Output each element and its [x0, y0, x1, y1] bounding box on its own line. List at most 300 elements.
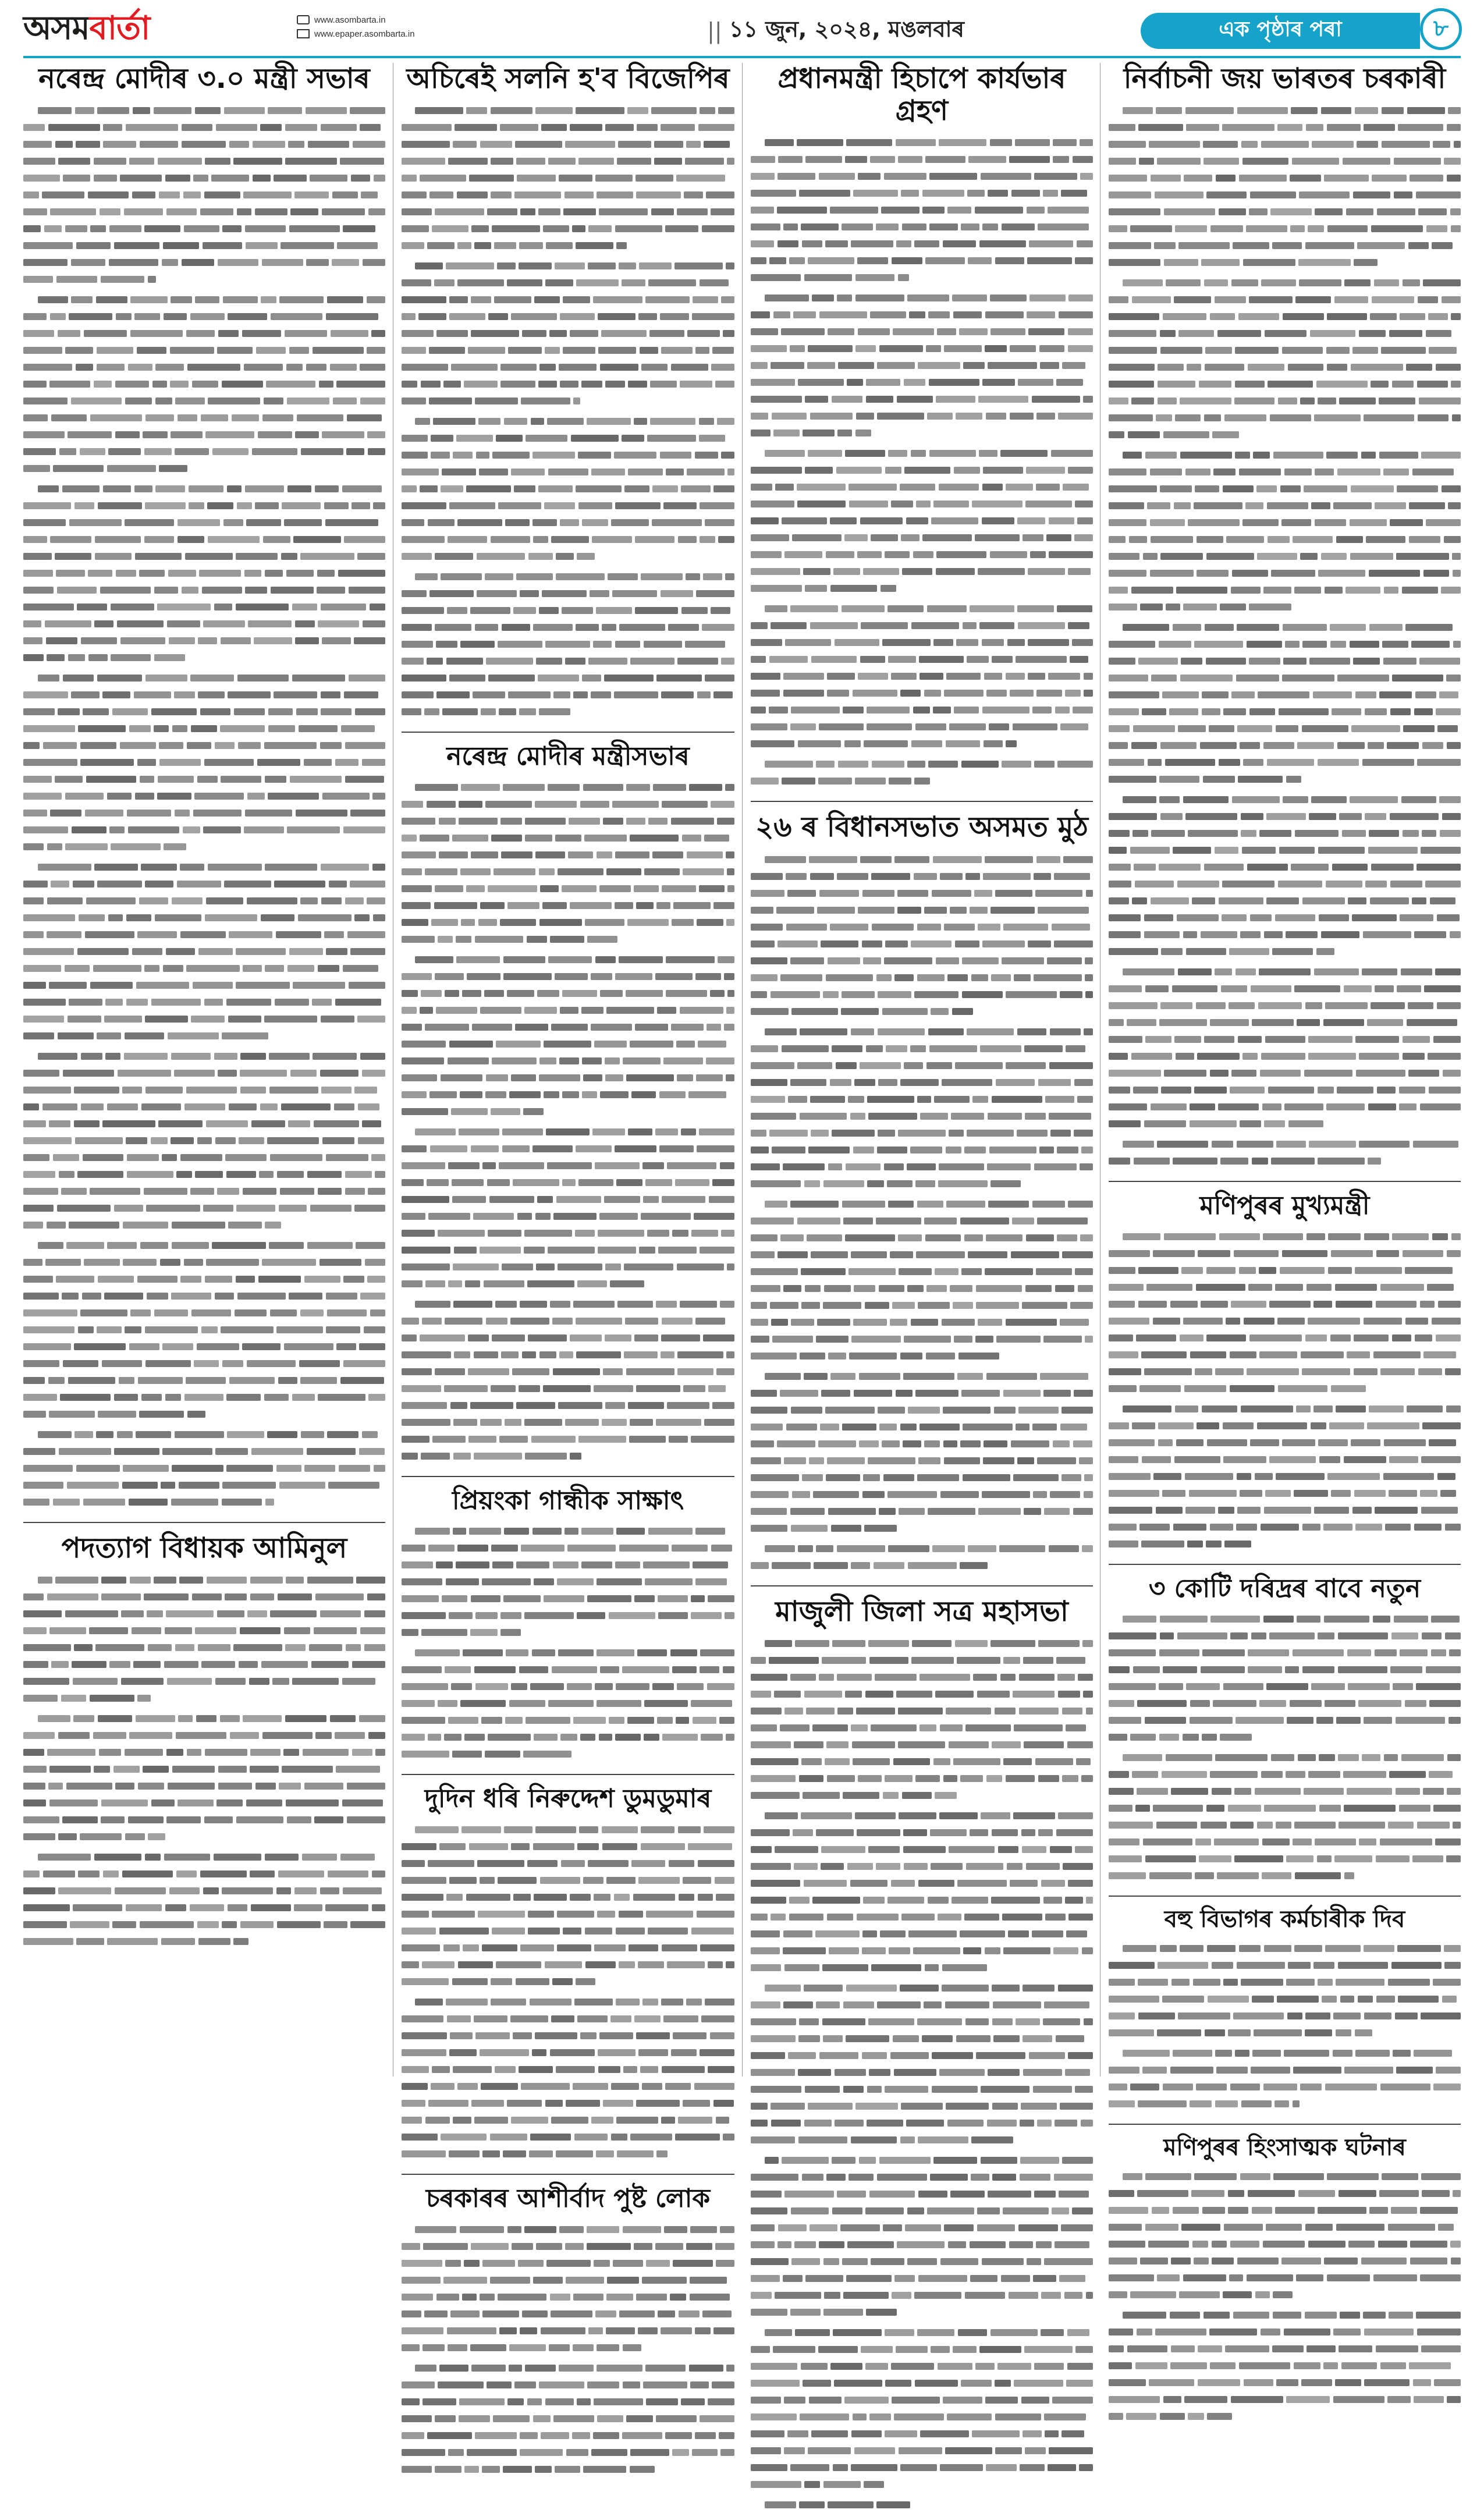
- word-mark: [1419, 397, 1461, 404]
- word-mark: [553, 691, 570, 698]
- word-mark: [511, 1683, 527, 1690]
- text-line: [751, 512, 1093, 529]
- word-mark: [555, 835, 581, 842]
- word-mark: [1043, 2018, 1080, 2025]
- word-mark: [201, 1326, 218, 1333]
- headline[interactable]: নৰেন্দ্ৰ মোদীৰ মন্ত্ৰীসভাৰ: [446, 741, 690, 772]
- word-mark: [808, 2447, 851, 2454]
- word-mark: [1068, 568, 1090, 575]
- word-mark: [176, 1171, 191, 1178]
- word-mark: [871, 1724, 917, 1731]
- word-mark: [1056, 2035, 1084, 2042]
- word-mark: [49, 1411, 94, 1418]
- word-mark: [83, 708, 109, 715]
- headline[interactable]: চৰকাৰৰ আশীৰ্বাদ পুষ্ট লোক: [425, 2183, 711, 2213]
- word-mark: [1209, 725, 1234, 732]
- word-mark: [65, 965, 90, 972]
- word-mark: [1204, 414, 1222, 421]
- word-mark: [1044, 1508, 1070, 1515]
- word-mark: [933, 856, 982, 863]
- word-mark: [287, 965, 314, 972]
- word-mark: [853, 1147, 874, 1153]
- word-mark: [276, 1465, 301, 1472]
- word-mark: [805, 467, 833, 474]
- word-mark: [533, 1843, 574, 1850]
- word-mark: [791, 1008, 838, 1015]
- word-mark: [144, 965, 159, 972]
- word-mark: [68, 1377, 115, 1384]
- text-line: [23, 443, 385, 460]
- word-mark: [751, 551, 782, 558]
- word-mark: [90, 1695, 134, 1702]
- word-mark: [402, 973, 432, 980]
- word-mark: [1086, 1897, 1093, 1904]
- word-mark: [932, 1545, 965, 1552]
- word-mark: [938, 1180, 988, 1187]
- word-mark: [120, 175, 162, 182]
- text-line: [402, 480, 734, 497]
- word-mark: [321, 1016, 354, 1023]
- word-mark: [699, 1128, 734, 1135]
- word-mark: [527, 2398, 542, 2405]
- word-mark: [51, 414, 87, 421]
- word-mark: [907, 2258, 938, 2265]
- word-mark: [771, 362, 804, 369]
- word-mark: [1109, 1490, 1159, 1497]
- word-mark: [295, 620, 315, 627]
- word-mark: [1081, 1775, 1093, 1782]
- word-mark: [1188, 519, 1239, 526]
- text-line: [751, 1824, 1093, 1841]
- word-mark: [793, 311, 816, 318]
- word-mark: [288, 141, 304, 148]
- word-mark: [482, 2466, 499, 2473]
- word-mark: [402, 1318, 419, 1325]
- word-mark: [402, 1145, 427, 1152]
- word-mark: [751, 1163, 780, 1170]
- word-mark: [107, 793, 132, 800]
- word-mark: [1242, 847, 1276, 854]
- text-line: [1109, 669, 1461, 686]
- word-mark: [862, 1947, 886, 1954]
- word-mark: [180, 931, 226, 938]
- epaper-url[interactable]: www.epaper.asombarta.in: [314, 29, 415, 39]
- word-mark: [929, 379, 979, 386]
- word-mark: [570, 1894, 591, 1901]
- text-line: [402, 652, 734, 669]
- word-mark: [265, 1499, 274, 1506]
- word-mark: [107, 465, 156, 472]
- word-mark: [520, 2449, 563, 2456]
- word-mark: [1266, 1683, 1308, 1690]
- word-mark: [1383, 658, 1416, 665]
- word-mark: [667, 1162, 716, 1169]
- headline[interactable]: প্ৰধানমন্ত্ৰী হিচাপে কাৰ্যভাৰ গ্ৰহণ: [777, 62, 1066, 127]
- word-mark: [534, 1894, 566, 1901]
- word-mark: [652, 1683, 673, 1690]
- word-mark: [1175, 414, 1201, 421]
- word-mark: [206, 897, 244, 904]
- word-mark: [502, 1128, 542, 1135]
- word-mark: [505, 1717, 523, 1724]
- word-mark: [594, 1041, 626, 1048]
- word-mark: [1240, 1490, 1262, 1497]
- word-mark: [296, 810, 347, 817]
- word-mark: [1156, 107, 1182, 114]
- text-line: [751, 374, 1093, 391]
- text-line: [751, 2030, 1093, 2047]
- word-mark: [1144, 931, 1180, 938]
- word-mark: [652, 519, 702, 526]
- word-mark: [870, 156, 895, 163]
- word-mark: [539, 868, 555, 875]
- word-mark: [553, 1561, 578, 1568]
- word-mark: [313, 347, 364, 354]
- word-mark: [519, 708, 536, 715]
- monitor-icon: [297, 15, 310, 24]
- text-line: [402, 274, 734, 291]
- word-mark: [202, 587, 242, 594]
- word-mark: [961, 761, 999, 768]
- word-mark: [965, 873, 980, 880]
- word-mark: [918, 2136, 968, 2143]
- headline[interactable]: দুদিন ধৰি নিৰুদ্দেশ ডুমডুমাৰ: [424, 1784, 712, 1814]
- word-mark: [1268, 1087, 1315, 1094]
- word-mark: [853, 1758, 890, 1765]
- text-line: [1109, 565, 1461, 581]
- word-mark: [1390, 708, 1411, 715]
- word-mark: [1245, 502, 1263, 509]
- word-mark: [570, 1453, 581, 1460]
- word-mark: [402, 1419, 450, 1426]
- word-mark: [402, 2327, 443, 2334]
- word-mark: [642, 1999, 658, 2006]
- word-mark: [960, 1218, 1010, 1224]
- word-mark: [1376, 1855, 1410, 1862]
- word-mark: [894, 856, 929, 863]
- headline[interactable]: নৰেন্দ্ৰ মোদীৰ ৩.০ মন্ত্ৰী সভাৰ: [38, 62, 370, 95]
- article-body: [751, 134, 1093, 789]
- word-mark: [429, 397, 472, 404]
- text-line: [1109, 1610, 1461, 1627]
- word-mark: [520, 208, 535, 215]
- word-mark: [136, 982, 189, 989]
- word-mark: [1196, 1002, 1226, 1009]
- text-line: [402, 119, 734, 136]
- word-mark: [1411, 641, 1450, 648]
- word-mark: [848, 2174, 874, 2181]
- word-mark: [335, 1732, 365, 1739]
- word-mark: [851, 1251, 887, 1258]
- word-mark: [1081, 2120, 1093, 2127]
- text-line: [23, 1426, 385, 1443]
- word-mark: [943, 1407, 990, 1414]
- word-mark: [95, 1644, 144, 1651]
- word-mark: [800, 1113, 847, 1120]
- word-mark: [474, 1666, 516, 1673]
- word-mark: [1224, 414, 1266, 421]
- word-mark: [1174, 502, 1191, 509]
- word-mark: [867, 2120, 903, 2127]
- word-mark: [1278, 881, 1322, 888]
- text-line: [1109, 1712, 1461, 1728]
- word-mark: [76, 1465, 120, 1472]
- word-mark: [429, 347, 465, 354]
- word-mark: [1109, 864, 1131, 871]
- word-mark: [268, 708, 293, 715]
- word-mark: [482, 1578, 531, 1585]
- word-mark: [630, 2449, 669, 2456]
- word-mark: [1109, 553, 1139, 560]
- word-mark: [1202, 691, 1229, 698]
- word-mark: [1451, 381, 1461, 388]
- word-mark: [1291, 864, 1329, 871]
- word-mark: [347, 931, 385, 938]
- word-mark: [1276, 1141, 1305, 1148]
- word-mark: [491, 1978, 512, 1985]
- word-mark: [1133, 1666, 1160, 1673]
- word-mark: [1217, 330, 1262, 337]
- word-mark: [777, 1440, 815, 1447]
- word-mark: [1066, 2380, 1093, 2387]
- website-url[interactable]: www.asombarta.in: [314, 15, 386, 25]
- word-mark: [1432, 1318, 1461, 1325]
- word-mark: [267, 1137, 319, 1144]
- word-mark: [521, 1545, 565, 1552]
- word-mark: [549, 330, 567, 337]
- word-mark: [1237, 107, 1288, 114]
- word-mark: [1109, 1385, 1137, 1392]
- word-mark: [23, 1120, 46, 1127]
- word-mark: [470, 2344, 506, 2351]
- word-mark: [801, 1268, 846, 1275]
- word-mark: [630, 1041, 673, 1048]
- word-mark: [428, 1545, 454, 1552]
- word-mark: [71, 259, 105, 266]
- word-mark: [1123, 2050, 1169, 2057]
- text-line: [402, 514, 734, 531]
- headline[interactable]: পদত্যাগ বিধায়ক আমিনুল: [61, 1532, 347, 1565]
- word-mark: [622, 1666, 669, 1673]
- word-mark: [293, 536, 341, 543]
- word-mark: [474, 1453, 522, 1460]
- word-mark: [372, 793, 385, 800]
- word-mark: [1190, 1120, 1237, 1127]
- word-mark: [614, 1894, 630, 1901]
- word-mark: [71, 296, 93, 303]
- word-mark: [317, 587, 345, 594]
- word-mark: [1206, 658, 1246, 665]
- word-mark: [1350, 796, 1398, 803]
- word-mark: [851, 2136, 897, 2143]
- word-mark: [425, 1024, 469, 1031]
- word-mark: [96, 1431, 113, 1438]
- word-mark: [427, 658, 443, 665]
- word-mark: [937, 328, 956, 335]
- word-mark: [1109, 948, 1158, 955]
- word-mark: [983, 873, 1031, 880]
- word-mark: [826, 1474, 860, 1481]
- word-mark: [334, 1103, 355, 1110]
- word-mark: [94, 175, 117, 182]
- text-line: [751, 1003, 1093, 1020]
- word-mark: [427, 801, 456, 808]
- word-mark: [1162, 1771, 1207, 1778]
- word-mark: [677, 658, 718, 665]
- word-mark: [251, 1120, 285, 1127]
- word-mark: [780, 1390, 818, 1397]
- text-line: [23, 480, 385, 497]
- word-mark: [402, 2117, 422, 2124]
- headline[interactable]: প্ৰিয়ংকা গান্ধীক সাক্ষাৎ: [452, 1485, 684, 1515]
- word-mark: [801, 1812, 852, 1819]
- word-mark: [286, 1799, 339, 1806]
- word-mark: [1236, 968, 1256, 975]
- word-mark: [1241, 1405, 1293, 1412]
- word-mark: [1109, 1788, 1134, 1795]
- word-mark: [622, 2432, 662, 2439]
- newspaper-logo[interactable]: [23, 8, 150, 52]
- word-mark: [23, 759, 77, 766]
- headline[interactable]: মণিপুৰৰ মুখ্যমন্ত্ৰী: [1199, 1191, 1370, 1221]
- word-mark: [993, 2001, 1041, 2008]
- headline[interactable]: বহু বিভাগৰ কৰ্মচাৰীক দিব: [1164, 1906, 1405, 1933]
- text-line: [1109, 619, 1461, 636]
- word-mark: [932, 890, 971, 897]
- word-mark: [1173, 847, 1211, 854]
- word-mark: [194, 793, 244, 800]
- word-mark: [1183, 604, 1216, 610]
- word-mark: [126, 1904, 162, 1911]
- word-mark: [221, 637, 251, 644]
- word-mark: [429, 191, 454, 198]
- word-mark: [992, 2103, 1018, 2110]
- word-mark: [536, 1263, 555, 1270]
- word-mark: [1049, 1062, 1093, 1069]
- word-mark: [626, 1074, 673, 1081]
- headline[interactable]: মাজুলী জিলা সত্ৰ মহাসভা: [775, 1595, 1068, 1628]
- text-line: [751, 1925, 1093, 1942]
- word-mark: [606, 868, 641, 875]
- word-mark: [279, 1482, 325, 1489]
- word-mark: [1061, 2224, 1093, 2231]
- word-mark: [166, 948, 195, 955]
- word-mark: [1132, 296, 1171, 303]
- word-mark: [415, 573, 438, 580]
- word-mark: [793, 1829, 813, 1836]
- word-mark: [451, 364, 498, 371]
- word-mark: [1109, 1002, 1158, 1009]
- headline[interactable]: নিৰ্বাচনী জয় ভাৰতৰ চৰকাৰী: [1123, 62, 1446, 95]
- word-mark: [804, 1180, 821, 1187]
- word-mark: [790, 1674, 816, 1681]
- word-mark: [959, 328, 988, 335]
- word-mark: [674, 262, 723, 269]
- word-mark: [680, 381, 712, 388]
- word-mark: [1265, 1490, 1291, 1497]
- word-mark: [1159, 1649, 1199, 1656]
- word-mark: [448, 2449, 464, 2456]
- headline[interactable]: ২৬ ৰ বিধানসভাত অসমত মুঠ: [755, 811, 1088, 844]
- word-mark: [556, 553, 574, 560]
- word-mark: [929, 173, 977, 180]
- word-mark: [1032, 707, 1052, 714]
- word-mark: [949, 1741, 989, 1748]
- word-mark: [637, 124, 657, 131]
- headline[interactable]: ৩ কোটি দৰিদ্ৰৰ বাবে নতুন: [1148, 1573, 1421, 1603]
- word-mark: [894, 2069, 936, 2076]
- headline[interactable]: অচিৰেই সলনি হ'ব বিজেপিৰ: [406, 62, 730, 95]
- word-mark: [480, 1007, 521, 1014]
- word-mark: [1232, 796, 1280, 803]
- word-mark: [1194, 502, 1242, 509]
- word-mark: [1062, 1251, 1093, 1258]
- word-mark: [375, 1749, 385, 1756]
- word-mark: [1358, 1996, 1373, 2003]
- word-mark: [1067, 1741, 1093, 1748]
- text-line: [751, 306, 1093, 323]
- word-mark: [486, 658, 533, 665]
- text-line: [23, 1443, 385, 1460]
- word-mark: [1109, 1250, 1150, 1257]
- word-mark: [1422, 742, 1443, 749]
- word-mark: [655, 973, 693, 980]
- text-line: [23, 1794, 385, 1811]
- word-mark: [432, 1436, 466, 1443]
- word-mark: [899, 1812, 936, 1819]
- word-mark: [129, 1343, 159, 1350]
- word-mark: [456, 956, 500, 963]
- word-mark: [597, 191, 633, 198]
- word-mark: [368, 1188, 385, 1195]
- word-mark: [868, 1846, 900, 1853]
- word-mark: [420, 485, 438, 492]
- word-mark: [1261, 1053, 1305, 1060]
- word-mark: [1422, 1632, 1442, 1639]
- word-mark: [1363, 931, 1411, 938]
- word-mark: [1067, 2329, 1089, 2336]
- word-mark: [640, 2066, 659, 2073]
- word-mark: [982, 379, 1015, 386]
- word-mark: [570, 330, 598, 337]
- text-line: [751, 1540, 1093, 1557]
- word-mark: [559, 2365, 593, 2372]
- word-mark: [197, 1343, 239, 1350]
- word-mark: [813, 1491, 859, 1498]
- word-mark: [255, 1783, 276, 1790]
- word-mark: [204, 1816, 233, 1823]
- word-mark: [958, 1353, 999, 1360]
- word-mark: [336, 1343, 356, 1350]
- word-mark: [184, 1394, 223, 1401]
- word-mark: [1390, 519, 1423, 526]
- word-mark: [658, 2310, 675, 2317]
- word-mark: [1327, 1473, 1380, 1480]
- word-mark: [247, 1610, 267, 1617]
- word-mark: [76, 141, 100, 148]
- word-mark: [1058, 1812, 1093, 1819]
- word-mark: [1084, 1491, 1093, 1498]
- text-line: [402, 446, 734, 463]
- word-mark: [830, 2363, 862, 2370]
- word-mark: [1048, 207, 1089, 214]
- word-mark: [58, 708, 79, 715]
- text-line: [1109, 169, 1461, 186]
- word-mark: [1204, 864, 1244, 871]
- word-mark: [167, 620, 200, 627]
- word-mark: [1364, 414, 1414, 421]
- word-mark: [616, 1683, 649, 1690]
